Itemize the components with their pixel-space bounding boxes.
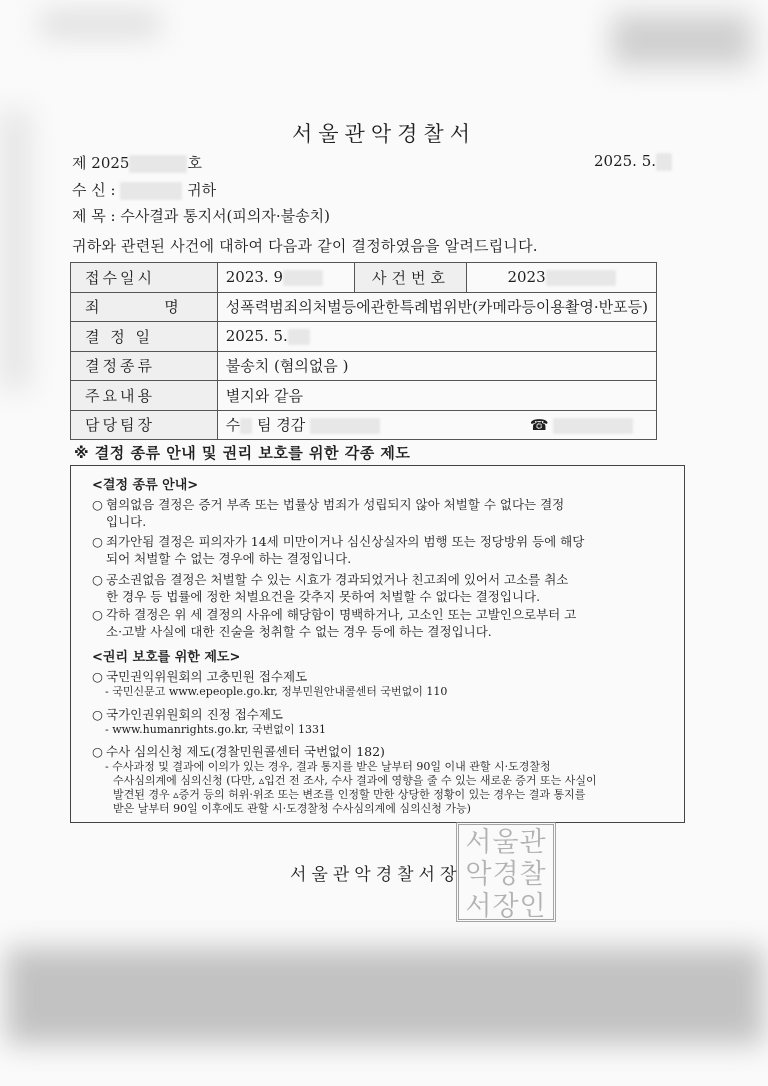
blurred-region bbox=[40, 12, 160, 36]
list-item: ○ 각하 결정은 위 세 결정의 사유에 해당함이 명백하거나, 고소인 또는 고발인으로부터 고 소·고발 사실에 대한 진술을 청취할 수 없는 경우 등에 하는 결정입니다. bbox=[92, 607, 577, 639]
recipient-line bbox=[72, 179, 216, 200]
table-row bbox=[71, 263, 657, 293]
decision-date-label: 결 정 일 bbox=[71, 322, 218, 352]
issue-date bbox=[594, 152, 672, 171]
redacted-area bbox=[120, 182, 182, 200]
received-value: 2023. 9 bbox=[217, 263, 355, 293]
content-value: 별지와 같음 bbox=[217, 381, 656, 411]
redacted-area bbox=[129, 155, 187, 173]
blurred-footer bbox=[6, 948, 764, 1044]
officer-label: 담당팀장 bbox=[71, 410, 218, 440]
subject-line bbox=[72, 205, 330, 226]
case-info-table bbox=[70, 262, 657, 440]
notice-title: ※ 결정 종류 안내 및 권리 보호를 위한 각종 제도 bbox=[74, 444, 411, 462]
recipient-suffix: 귀하 bbox=[187, 181, 217, 199]
signature: 서울관악경찰서장 bbox=[290, 865, 462, 885]
rights-title: <권리 보호를 위한 제도> bbox=[92, 650, 241, 665]
table-row bbox=[71, 292, 657, 322]
doc-no-prefix: 2025 bbox=[91, 154, 130, 172]
phone-icon: ☎ bbox=[529, 416, 549, 435]
decision-date-value: 2025. 5. bbox=[217, 322, 656, 352]
subject-label: 제 목 : bbox=[72, 207, 116, 225]
list-item-detail: - 수사과정 및 결과에 이의가 있는 경우, 결과 통지를 받은 날부터 90일 이내 관할 시·도경찰청 수사심의계에 심의신청 (다만, ▵입건 전 조사, 수사 결과에 영향을 줄 수 있는 새로운 증거 또는 사실이 발견된 경우 ▵증거 등의 허위·위조 또는 변조를 인정할 만한 상당한 정황이 있는 경우는 결과 통지를 받은 날부터 90일 이후에도 관할 시·도경찰청 수사심의계에 심의신청 가능) bbox=[105, 760, 597, 815]
offense-value: 성폭력범죄의처벌등에관한특례법위반(카메라등이용촬영·반포등) bbox=[217, 292, 656, 322]
redacted-area bbox=[288, 329, 310, 345]
list-item: ○ 국가인권위원회의 진정 접수제도 bbox=[92, 707, 283, 722]
decision-type-label: 결정종류 bbox=[71, 351, 218, 381]
intro-text: 귀하와 관련된 사건에 대하여 다음과 같이 결정하였음을 알려드립니다. bbox=[72, 237, 538, 255]
blurred-region bbox=[612, 14, 752, 66]
list-item: ○ 수사 심의신청 제도(경찰민원콜센터 국번없이 182) bbox=[92, 744, 385, 759]
case-no-value: 2023 bbox=[467, 263, 656, 293]
redacted-area bbox=[553, 418, 633, 434]
agency-title: 서울관악경찰서 bbox=[291, 122, 476, 146]
list-item-detail: - 국민신문고 www.epeople.go.kr, 정부민원안내콜센터 국번없이 110 bbox=[105, 685, 448, 698]
redacted-area bbox=[310, 418, 380, 434]
issue-date-text: 2025. 5. bbox=[594, 152, 657, 170]
redacted-area bbox=[240, 418, 252, 434]
table-row bbox=[71, 381, 657, 411]
subject-text: 수사결과 통지서(피의자·불송치) bbox=[120, 207, 330, 225]
recipient-label: 수 신 : bbox=[72, 181, 116, 199]
received-label: 접수일시 bbox=[71, 263, 218, 293]
table-row bbox=[71, 410, 657, 440]
table-row bbox=[71, 351, 657, 381]
document-number bbox=[72, 152, 202, 173]
doc-no-label: 제 bbox=[72, 154, 87, 172]
list-item: ○ 공소권없음 결정은 처벌할 수 있는 시효가 경과되었거나 친고죄에 있어서 고소를 취소 한 경우 등 법률에 정한 처벌요건을 갖추지 못하여 처벌할 수 없다는 결정입니다. bbox=[92, 572, 569, 604]
redacted-area bbox=[656, 153, 672, 171]
list-item-detail: - www.humanrights.go.kr, 국번없이 1331 bbox=[105, 723, 327, 736]
case-no-label: 사건번호 bbox=[355, 263, 467, 293]
decision-type-value: 불송치 (혐의없음 ) bbox=[217, 351, 656, 381]
redacted-area bbox=[283, 270, 323, 286]
doc-no-suffix: 호 bbox=[187, 154, 202, 172]
list-item: ○ 죄가안됨 결정은 피의자가 14세 미만이거나 심신상실자의 범행 또는 정당방위 등에 해당 되어 처벌할 수 없는 경우에 하는 결정입니다. bbox=[92, 534, 585, 566]
list-item: ○ 국민권익위원회의 고충민원 접수제도 bbox=[92, 669, 308, 684]
list-item: ○ 혐의없음 결정은 증거 부족 또는 법률상 범죄가 성립되지 않아 처벌할 수 없다는 결정 입니다. bbox=[92, 497, 565, 529]
redacted-area bbox=[546, 270, 616, 286]
table-row bbox=[71, 322, 657, 352]
blurred-region bbox=[0, 110, 30, 390]
officer-value: 수 팀 경감 ☎ bbox=[217, 410, 656, 440]
offense-label: 죄 명 bbox=[71, 292, 218, 322]
content-label: 주요내용 bbox=[71, 381, 218, 411]
official-seal: 서울관 악경찰 서장인 bbox=[456, 822, 556, 922]
decision-guide-title: <결정 종류 안내> bbox=[92, 478, 199, 493]
